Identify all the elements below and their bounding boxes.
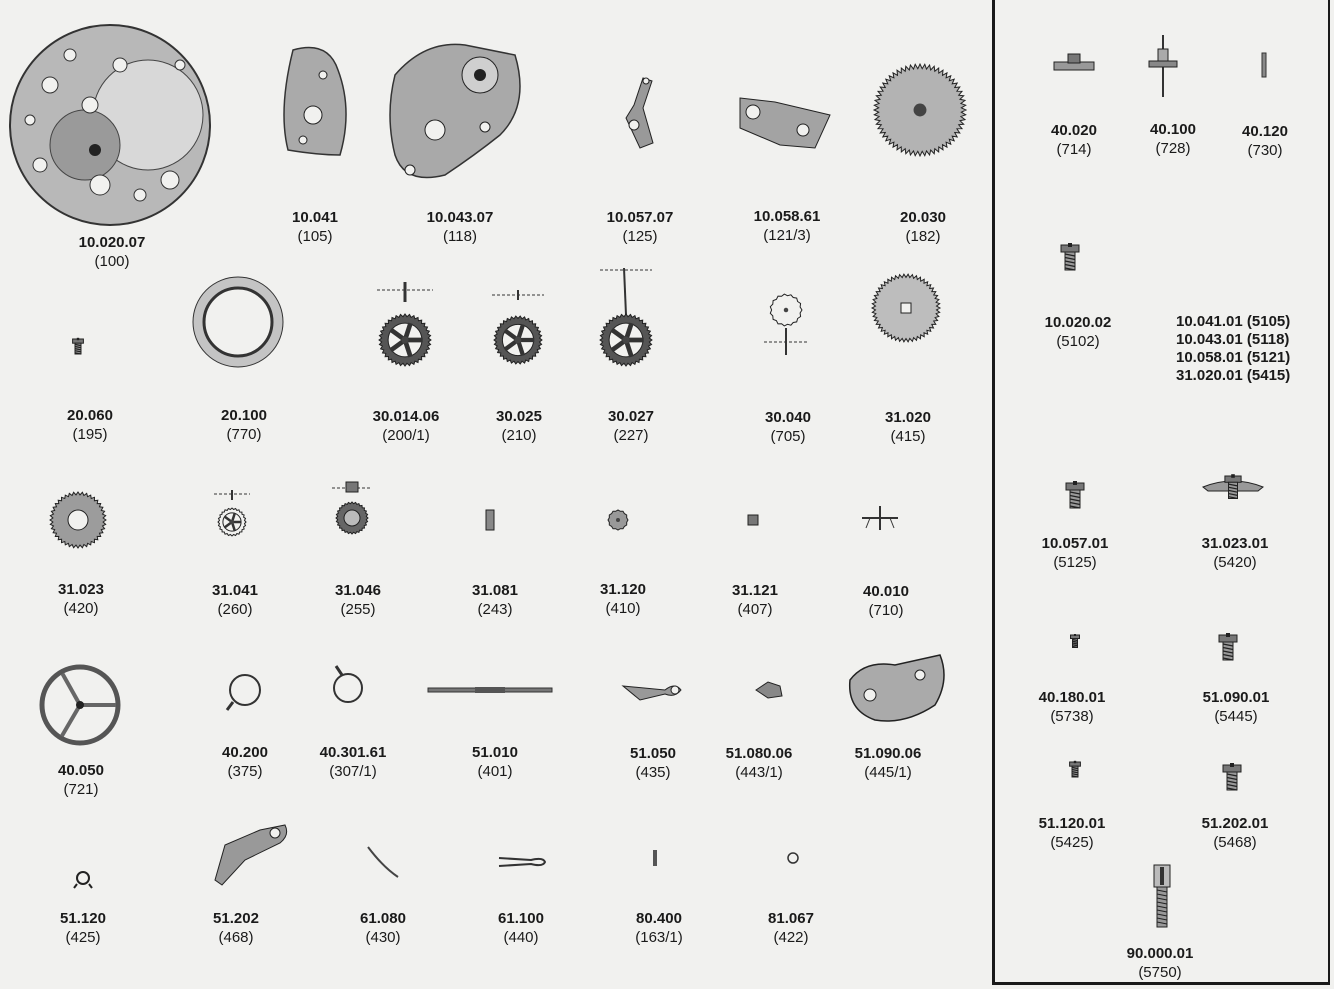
- screw-reference: (728): [1155, 140, 1191, 157]
- part-code: 30.014.06: [372, 408, 440, 425]
- screw-illustration: [1075, 768, 1076, 769]
- part-code: 51.010: [472, 744, 518, 761]
- part-label: [694, 744, 824, 782]
- part-illustration: [83, 878, 84, 879]
- part-reference: (307/1): [329, 763, 377, 780]
- screw-code: 10.057.01: [1041, 535, 1109, 552]
- part-illustration: [768, 690, 769, 691]
- screw-reference: (5420): [1213, 554, 1257, 571]
- part-illustration: [490, 690, 491, 691]
- part-label: [341, 407, 471, 445]
- part-reference: (210): [501, 427, 537, 444]
- part-label: [690, 581, 820, 619]
- part-code: 10.058.61: [753, 208, 821, 225]
- part-reference: (415): [890, 428, 926, 445]
- part-reference: (770): [226, 426, 262, 443]
- part-illustration: [250, 855, 251, 856]
- part-code: 51.050: [630, 745, 676, 762]
- part-illustration: [655, 690, 656, 691]
- screw-illustration: [1074, 65, 1075, 66]
- shared-screw-list: [1176, 313, 1290, 385]
- screw-label: [1171, 688, 1301, 726]
- part-label: [726, 909, 856, 947]
- part-code: 61.080: [360, 910, 406, 927]
- part-reference: (410): [605, 600, 641, 617]
- part-reference: (425): [65, 929, 101, 946]
- screw-label: [1007, 688, 1137, 726]
- part-code: 31.081: [472, 582, 518, 599]
- screw-reference: (5102): [1056, 333, 1100, 350]
- part-illustration: [521, 862, 522, 863]
- part-code: 20.060: [67, 407, 113, 424]
- part-code: 10.041: [292, 209, 338, 226]
- screw-label: [1007, 814, 1137, 852]
- part-label: [293, 581, 423, 619]
- screw-label: [1200, 122, 1330, 160]
- part-illustration: [318, 110, 319, 111]
- screw-illustration: [1264, 65, 1265, 66]
- part-code: 81.067: [768, 910, 814, 927]
- part-reference: (443/1): [735, 764, 783, 781]
- part-reference: (200/1): [382, 427, 430, 444]
- part-label: [171, 909, 301, 947]
- part-reference: (401): [477, 763, 513, 780]
- part-illustration: [518, 340, 519, 341]
- part-reference: (118): [443, 228, 477, 245]
- part-illustration: [920, 110, 921, 111]
- screw-illustration: [1075, 493, 1076, 494]
- part-code: 40.301.61: [319, 744, 387, 761]
- part-code: 30.040: [765, 409, 811, 426]
- part-illustration: [753, 520, 754, 521]
- screw-label: [1170, 814, 1300, 852]
- screw-reference: (5125): [1053, 554, 1097, 571]
- part-label: [288, 743, 418, 781]
- part-illustration: [895, 690, 896, 691]
- part-reference: (430): [365, 929, 401, 946]
- part-reference: (125): [622, 228, 658, 245]
- screw-illustration: [1075, 640, 1076, 641]
- part-reference: (100): [94, 253, 130, 270]
- part-label: [558, 580, 688, 618]
- part-illustration: [78, 520, 79, 521]
- part-label: [16, 580, 146, 618]
- part-label: [723, 408, 853, 446]
- part-reference: (375): [227, 763, 263, 780]
- part-code: 10.057.07: [606, 209, 674, 226]
- part-code: 20.100: [221, 407, 267, 424]
- part-code: 30.025: [496, 408, 542, 425]
- part-illustration: [238, 322, 239, 323]
- part-code: 20.030: [900, 209, 946, 226]
- part-illustration: [352, 518, 353, 519]
- part-reference: (420): [63, 600, 99, 617]
- part-reference: (721): [63, 781, 99, 798]
- part-illustration: [655, 858, 656, 859]
- screw-label: [1095, 944, 1225, 982]
- screw-code: 51.202.01: [1201, 815, 1269, 832]
- screw-illustration: [1228, 645, 1229, 646]
- part-label: [456, 909, 586, 947]
- part-reference: (435): [635, 764, 671, 781]
- part-reference: (163/1): [635, 929, 683, 946]
- screw-code: 31.023.01: [1201, 535, 1269, 552]
- screw-code: 40.180.01: [1038, 689, 1106, 706]
- part-label: [858, 208, 988, 246]
- part-code: 30.027: [608, 408, 654, 425]
- screw-label: [1170, 534, 1300, 572]
- screw-code: 10.020.02: [1044, 314, 1112, 331]
- shared-screw-line: 31.020.01 (5415): [1176, 367, 1291, 384]
- part-label: [430, 743, 560, 781]
- screw-reference: (714): [1056, 141, 1092, 158]
- part-code: 31.020: [885, 409, 931, 426]
- part-label: [25, 406, 155, 444]
- part-reference: (255): [340, 601, 376, 618]
- part-reference: (710): [868, 602, 904, 619]
- part-illustration: [245, 690, 246, 691]
- screw-illustration: [1162, 893, 1163, 894]
- part-reference: (195): [72, 426, 108, 443]
- part-illustration: [880, 518, 881, 519]
- part-label: [454, 407, 584, 445]
- part-label: [722, 207, 852, 245]
- screw-code: 40.120: [1242, 123, 1288, 140]
- part-code: 31.023: [58, 581, 104, 598]
- part-illustration: [80, 705, 81, 706]
- screw-reference: (730): [1247, 142, 1283, 159]
- part-code: 31.121: [732, 582, 778, 599]
- screw-reference: (5738): [1050, 708, 1094, 725]
- part-reference: (468): [218, 929, 254, 946]
- screw-label: [1010, 534, 1140, 572]
- part-code: 10.043.07: [426, 209, 494, 226]
- screw-code: 51.120.01: [1038, 815, 1106, 832]
- part-label: [250, 208, 380, 246]
- part-reference: (422): [773, 929, 809, 946]
- screw-illustration: [1233, 485, 1234, 486]
- part-label: [395, 208, 525, 246]
- shared-screw-line: 10.043.01 (5118): [1176, 331, 1290, 348]
- part-code: 51.090.06: [854, 745, 922, 762]
- part-reference: (227): [613, 427, 649, 444]
- part-reference: (121/3): [763, 227, 811, 244]
- part-reference: (705): [770, 428, 806, 445]
- part-code: 61.100: [498, 910, 544, 927]
- part-reference: (440): [503, 929, 539, 946]
- screw-reference: (5750): [1138, 964, 1182, 981]
- part-illustration: [906, 308, 907, 309]
- part-illustration: [383, 862, 384, 863]
- screw-reference: (5445): [1214, 708, 1258, 725]
- part-reference: (105): [297, 228, 333, 245]
- part-illustration: [232, 522, 233, 523]
- part-illustration: [626, 340, 627, 341]
- part-code: 40.010: [863, 583, 909, 600]
- part-illustration: [785, 120, 786, 121]
- screw-illustration: [1232, 775, 1233, 776]
- part-reference: (445/1): [864, 764, 912, 781]
- screw-reference: (5468): [1213, 834, 1257, 851]
- part-label: [16, 761, 146, 799]
- part-label: [843, 408, 973, 446]
- part-label: [430, 581, 560, 619]
- part-code: 40.200: [222, 744, 268, 761]
- screw-label: [1013, 313, 1143, 351]
- part-illustration: [786, 310, 787, 311]
- screw-code: 40.100: [1150, 121, 1196, 138]
- part-label: [170, 581, 300, 619]
- part-code: 31.041: [212, 582, 258, 599]
- part-illustration: [793, 858, 794, 859]
- screw-code: 90.000.01: [1126, 945, 1194, 962]
- screw-illustration: [1163, 65, 1164, 66]
- part-illustration: [110, 125, 111, 126]
- part-code: 80.400: [636, 910, 682, 927]
- part-reference: (407): [737, 601, 773, 618]
- part-illustration: [405, 340, 406, 341]
- part-reference: (243): [477, 601, 513, 618]
- part-label: [47, 233, 177, 271]
- part-label: [594, 909, 724, 947]
- shared-screw-line: 10.058.01 (5121): [1176, 349, 1291, 366]
- screw-code: 51.090.01: [1202, 689, 1270, 706]
- part-label: [823, 744, 953, 782]
- part-illustration: [348, 688, 349, 689]
- part-label: [179, 406, 309, 444]
- part-code: 40.050: [58, 762, 104, 779]
- part-reference: (182): [905, 228, 941, 245]
- part-label: [18, 909, 148, 947]
- part-illustration: [78, 345, 79, 346]
- part-illustration: [490, 520, 491, 521]
- part-label: [821, 582, 951, 620]
- screw-reference: (5425): [1050, 834, 1094, 851]
- part-reference: (260): [217, 601, 253, 618]
- shared-screw-line: 10.041.01 (5105): [1176, 313, 1291, 330]
- part-illustration: [455, 115, 456, 116]
- part-label: [575, 208, 705, 246]
- part-code: 51.120: [60, 910, 106, 927]
- part-code: 31.120: [600, 581, 646, 598]
- part-illustration: [618, 520, 619, 521]
- part-illustration: [638, 113, 639, 114]
- screw-illustration: [1070, 255, 1071, 256]
- screw-code: 40.020: [1051, 122, 1097, 139]
- part-code: 51.080.06: [725, 745, 793, 762]
- part-label: [318, 909, 448, 947]
- part-code: 51.202: [213, 910, 259, 927]
- part-label: [566, 407, 696, 445]
- part-code: 10.020.07: [78, 234, 146, 251]
- part-code: 31.046: [335, 582, 381, 599]
